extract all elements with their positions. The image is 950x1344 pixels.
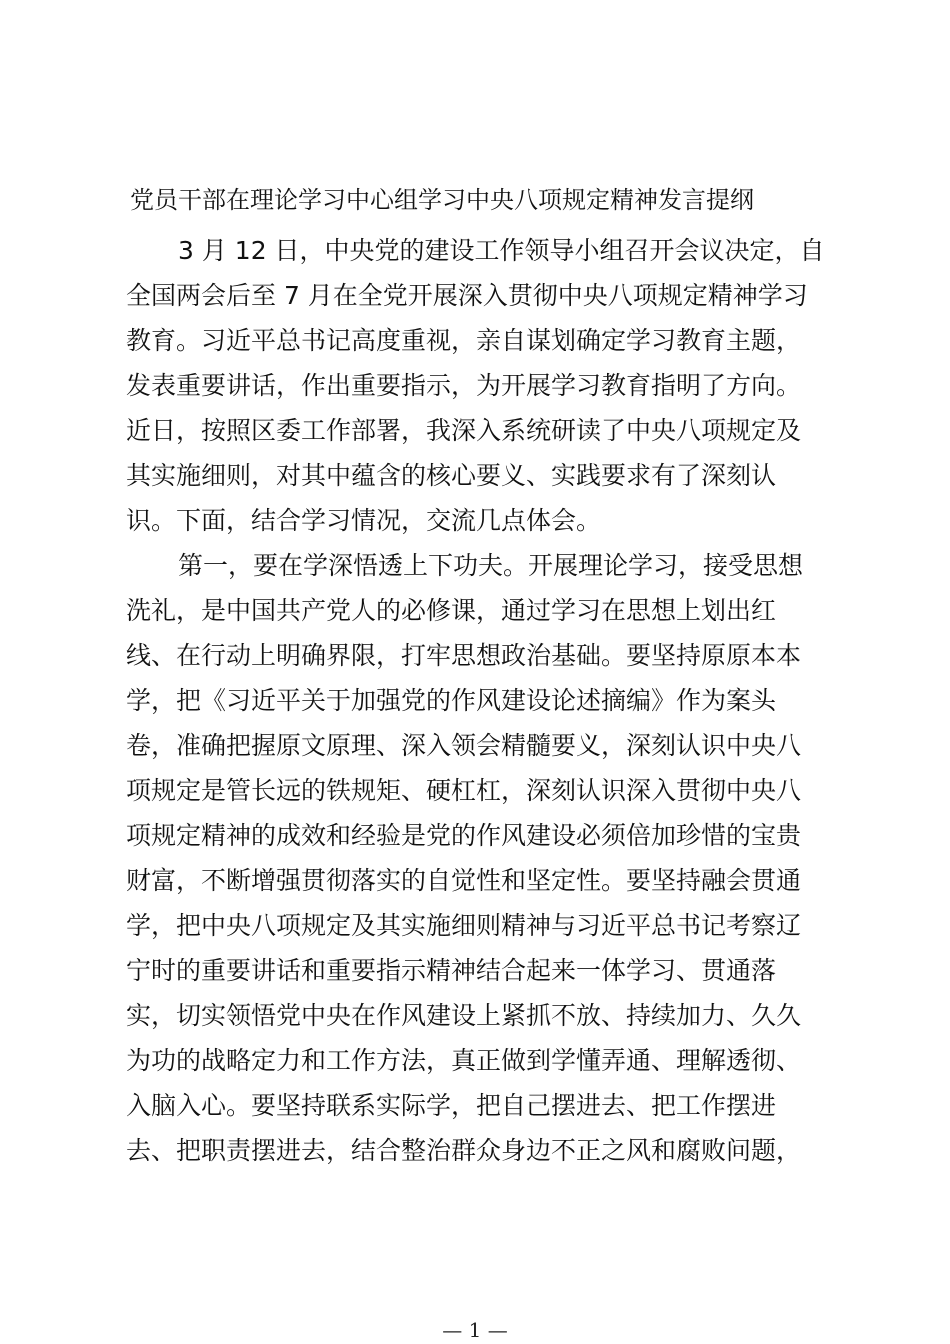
paragraph-2-line-11: 实，切实领悟党中央在作风建设上紧抓不放、持续加力、久久 — [126, 1001, 802, 1030]
paragraph-2-line-10: 宁时的重要讲话和重要指示精神结合起来一体学习、贯通落 — [126, 956, 777, 985]
paragraph-2-line-13: 入脑入心。要坚持联系实际学，把自己摆进去、把工作摆进 — [126, 1091, 777, 1120]
paragraph-2-line-14: 去、把职责摆进去，结合整治群众身边不正之风和腐败问题， — [126, 1136, 802, 1165]
paragraph-2-line-5: 卷，准确把握原文原理、深入领会精髓要义，深刻认识中央八 — [126, 731, 802, 760]
paragraph-1-line-4: 发表重要讲话，作出重要指示，为开展学习教育指明了方向。 — [126, 371, 802, 400]
paragraph-2-line-1: 第一，要在学深悟透上下功夫。开展理论学习，接受思想 — [178, 551, 804, 580]
paragraph-1-line-2: 全国两会后至 7 月在全党开展深入贯彻中央八项规定精神学习 — [126, 281, 808, 310]
page-number: — 1 — — [442, 1318, 508, 1342]
paragraph-2-line-6: 项规定是管长远的铁规矩、硬杠杠，深刻认识深入贯彻中央八 — [126, 776, 802, 805]
document-body — [126, 228, 826, 1173]
paragraph-1-line-6: 其实施细则，对其中蕴含的核心要义、实践要求有了深刻认 — [126, 461, 777, 490]
paragraph-2-line-4: 学，把《习近平关于加强党的作风建设论述摘编》作为案头 — [126, 686, 777, 715]
paragraph-2-line-3: 线、在行动上明确界限，打牢思想政治基础。要坚持原原本本 — [126, 641, 802, 670]
document-title: 党员干部在理论学习中心组学习中央八项规定精神发言提纲 — [130, 186, 754, 214]
paragraph-1-line-3: 教育。习近平总书记高度重视，亲自谋划确定学习教育主题， — [126, 326, 802, 355]
paragraph-2-line-7: 项规定精神的成效和经验是党的作风建设必须倍加珍惜的宝贵 — [126, 821, 802, 850]
paragraph-2-line-12: 为功的战略定力和工作方法，真正做到学懂弄通、理解透彻、 — [126, 1046, 802, 1075]
paragraph-1-line-1: 3 月 12 日，中央党的建设工作领导小组召开会议决定，自 — [178, 236, 825, 265]
paragraph-2-line-2: 洗礼，是中国共产党人的必修课，通过学习在思想上划出红 — [126, 596, 777, 625]
paragraph-1-line-5: 近日，按照区委工作部署，我深入系统研读了中央八项规定及 — [126, 416, 802, 445]
paragraph-2-line-8: 财富，不断增强贯彻落实的自觉性和坚定性。要坚持融会贯通 — [126, 866, 802, 895]
paragraph-1-line-7: 识。下面，结合学习情况，交流几点体会。 — [126, 506, 602, 535]
paragraph-2-line-9: 学，把中央八项规定及其实施细则精神与习近平总书记考察辽 — [126, 911, 802, 940]
